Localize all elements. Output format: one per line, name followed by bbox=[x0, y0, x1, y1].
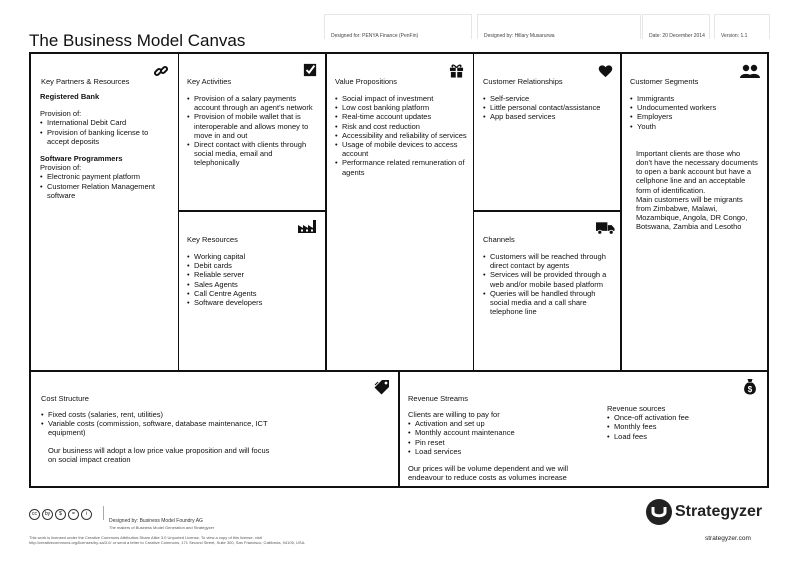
revenue-streams-content bbox=[408, 410, 593, 482]
list-item: • International Debit Card bbox=[40, 118, 170, 127]
section-cost-structure[interactable] bbox=[31, 372, 398, 486]
list-item: • Youth bbox=[630, 122, 758, 131]
key-resources-content bbox=[187, 252, 319, 307]
segments-paragraph-migrants: Main customers will be migrants from Zimbabwe, Malawi, Mozambique, Angola, DR Congo, Botswana, Zambia and Lesotho bbox=[636, 194, 748, 232]
list-item: • Self-service bbox=[483, 94, 613, 103]
list-item: • Undocumented workers bbox=[630, 103, 758, 112]
list-item: • Working capital bbox=[187, 252, 319, 261]
strategyzer-brand[interactable]: Strategyzer bbox=[675, 503, 763, 520]
truck-icon bbox=[596, 221, 615, 235]
list-item: • Once-off activation fee bbox=[607, 413, 747, 422]
list-item: • Load services bbox=[408, 447, 593, 456]
list-item: • Pin reset bbox=[408, 438, 593, 447]
list-item: • Little personal contact/assistance bbox=[483, 103, 613, 112]
revenue-paragraph: Our prices will be volume dependent and we will endeavour to reduce costs as volumes increase bbox=[408, 464, 569, 483]
designed-for-field[interactable] bbox=[324, 14, 472, 39]
noderivs-icon: = bbox=[68, 509, 79, 520]
list-item: • Load fees bbox=[607, 432, 747, 441]
section-revenue-streams[interactable] bbox=[400, 372, 767, 486]
partner-heading-software: Software Programmers bbox=[40, 154, 123, 164]
revenue-intro: Clients are willing to pay for bbox=[408, 410, 500, 419]
customer-relationships-content bbox=[483, 94, 613, 122]
list-item: • Call Centre Agents bbox=[187, 289, 319, 298]
partner-software-list bbox=[40, 172, 170, 200]
footer-license-line2: http://creativecommons.org/licenses/by-sa/3.0/ or send a letter to Creative Commons, 171 Second Street, Suite 300, San Francisco, California, 94105, USA. bbox=[29, 540, 306, 545]
revenue-sources-title: Revenue sources bbox=[607, 404, 666, 413]
key-resources-title: Key Resources bbox=[187, 235, 238, 244]
channels-title: Channels bbox=[483, 235, 515, 244]
key-activities-content bbox=[187, 94, 319, 168]
list-item: • Direct contact with clients through social media, email and telephonically bbox=[187, 140, 319, 168]
by-icon: by bbox=[42, 509, 53, 520]
footer-maker: The makers of Business Model Generation and Strategyzer bbox=[109, 525, 215, 530]
list-item: • Services will be provided through a web and/or mobile based platform bbox=[483, 270, 611, 288]
partner-provision-label: Provision of: bbox=[40, 163, 82, 173]
date-text: Date: 20 December 2014 bbox=[649, 33, 705, 39]
list-item: • Variable costs (commission, software, database maintenance, ICT equipment) bbox=[41, 419, 271, 437]
list-item: • Immigrants bbox=[630, 94, 758, 103]
section-value-propositions[interactable] bbox=[327, 54, 473, 370]
key-partners-content bbox=[40, 92, 170, 200]
revenue-sources bbox=[607, 404, 747, 441]
svg-text:$: $ bbox=[747, 385, 753, 394]
factory-icon bbox=[297, 218, 319, 234]
section-customer-relationships[interactable] bbox=[474, 54, 620, 210]
section-key-resources[interactable] bbox=[179, 212, 325, 370]
designed-by-field[interactable] bbox=[477, 14, 641, 39]
noncommercial-icon: $ bbox=[55, 509, 66, 520]
heart-icon bbox=[598, 64, 613, 78]
customer-segments-content bbox=[630, 94, 758, 232]
list-item: • Monthly fees bbox=[607, 422, 747, 431]
list-item: • Social impact of investment bbox=[335, 94, 467, 103]
link-icon bbox=[153, 63, 169, 79]
footer-license-line1: This work is licensed under the Creative Commons Attribution-Share Alike 3.0 Unported License. To view a copy of this license, visit bbox=[29, 535, 262, 540]
list-item: • Queries will be handled through social media and a call share telephone line bbox=[483, 289, 611, 317]
list-item: • Customer Relation Management software bbox=[40, 182, 170, 200]
designed-by-text: Designed by: Hillary Musarurwa bbox=[484, 33, 555, 39]
section-channels[interactable] bbox=[474, 212, 620, 370]
section-key-activities[interactable] bbox=[179, 54, 325, 210]
customer-relationships-title: Customer Relationships bbox=[483, 77, 563, 86]
cc-icon: cc bbox=[29, 509, 40, 520]
list-item: • Real-time account updates bbox=[335, 112, 467, 121]
list-item: • Provision of mobile wallet that is interoperable and allows money to move in and out bbox=[187, 112, 319, 140]
footer-designed-by: Designed by: Business Model Foundry AG bbox=[109, 518, 203, 524]
partner-bank-list bbox=[40, 118, 170, 146]
version-field[interactable] bbox=[714, 14, 770, 39]
gift-icon bbox=[449, 63, 464, 78]
partner-provision-label: Provision of: bbox=[40, 109, 82, 119]
list-item: • Low cost banking platform bbox=[335, 103, 467, 112]
list-item: • Fixed costs (salaries, rent, utilities) bbox=[41, 410, 271, 419]
list-item: • Sales Agents bbox=[187, 280, 319, 289]
partner-heading-bank: Registered Bank bbox=[40, 92, 100, 101]
money-bag-icon bbox=[743, 378, 757, 395]
channels-content bbox=[483, 252, 611, 316]
list-item: • Software developers bbox=[187, 298, 319, 307]
business-model-canvas bbox=[29, 52, 769, 488]
value-propositions-title: Value Propositions bbox=[335, 77, 397, 86]
page-title: The Business Model Canvas bbox=[29, 31, 246, 50]
list-item: • Customers will be reached through direct contact by agents bbox=[483, 252, 611, 270]
checkbox-icon bbox=[303, 63, 317, 77]
list-item: • Monthly account maintenance bbox=[408, 428, 593, 437]
list-item: • Employers bbox=[630, 112, 758, 121]
list-item: • Electronic payment platform bbox=[40, 172, 170, 181]
section-customer-segments[interactable] bbox=[622, 54, 767, 370]
date-field[interactable] bbox=[642, 14, 710, 39]
list-item: • Provision of a salary payments account through an agent's network bbox=[187, 94, 319, 112]
list-item: • Provision of banking license to accept deposits bbox=[40, 128, 170, 146]
creative-commons-icons bbox=[29, 506, 94, 524]
list-item: • Accessibility and reliability of services bbox=[335, 131, 467, 140]
list-item: • Usage of mobile devices to access account bbox=[335, 140, 467, 158]
price-tag-icon bbox=[374, 379, 390, 395]
list-item: • Debit cards bbox=[187, 261, 319, 270]
revenue-streams-title: Revenue Streams bbox=[408, 394, 469, 403]
customer-segments-title: Customer Segments bbox=[630, 77, 699, 86]
cost-structure-title: Cost Structure bbox=[41, 394, 89, 403]
info-icon: i bbox=[81, 509, 92, 520]
strategyzer-logo-icon[interactable] bbox=[645, 498, 673, 526]
footer-divider bbox=[103, 506, 104, 520]
section-key-partners[interactable] bbox=[31, 54, 177, 370]
key-activities-title: Key Activities bbox=[187, 77, 232, 86]
strategyzer-url[interactable]: strategyzer.com bbox=[705, 535, 751, 542]
people-icon bbox=[740, 64, 760, 78]
list-item: • App based services bbox=[483, 112, 613, 121]
key-partners-title: Key Partners & Resources bbox=[41, 77, 130, 86]
list-item: • Risk and cost reduction bbox=[335, 122, 467, 131]
value-propositions-content bbox=[335, 94, 467, 177]
cost-structure-paragraph: Our business will adopt a low price value proposition and will focus on social impact creation bbox=[48, 445, 270, 464]
cost-structure-content bbox=[41, 410, 271, 464]
segments-paragraph-important: Important clients are those who don't have the necessary documents to open a bank account but have a cellphone line and an acceptable form of identification. bbox=[636, 148, 758, 195]
list-item: • Activation and set up bbox=[408, 419, 593, 428]
version-text: Version: 1.1 bbox=[721, 33, 748, 39]
list-item: • Performance related remuneration of agents bbox=[335, 158, 467, 176]
designed-for-text: Designed for: PENYA Finance (PenFin) bbox=[331, 33, 419, 39]
list-item: • Reliable server bbox=[187, 270, 319, 279]
